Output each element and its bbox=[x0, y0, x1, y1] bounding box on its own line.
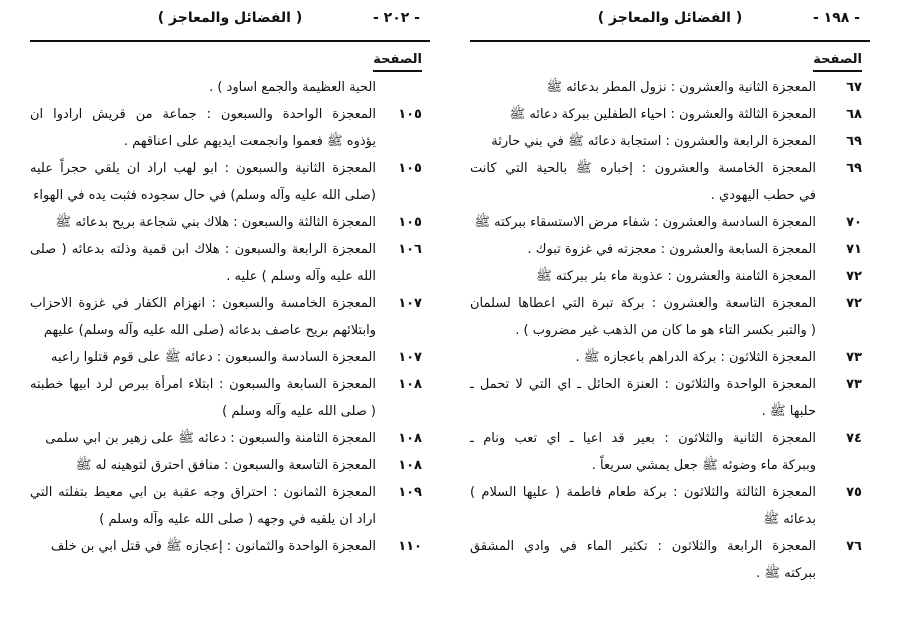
entry-page-number: ١٠٧ bbox=[398, 296, 422, 311]
entry-text-line: المعجزة السادسة والسبعون : دعائه ﷺ على قوم قتلوا راعيه bbox=[51, 350, 376, 365]
entry-text-line: في حطب اليهودي . bbox=[710, 188, 816, 203]
entry-page-number: ٧١ bbox=[846, 242, 862, 257]
page-header bbox=[470, 0, 870, 40]
entry-text-line: بدعائه ﷺ bbox=[763, 512, 816, 527]
entry-text-line: المعجزة الثمانون : احتراق وجه عقبة بن ابي معيط بتفلته التي bbox=[30, 485, 376, 500]
entry-text-line: (صلى الله عليه وآله وسلم) في حال سجوده فثبت يده في الهواء bbox=[33, 188, 376, 203]
toc-entry bbox=[30, 371, 430, 425]
entry-page-number: ٦٧ bbox=[846, 80, 862, 95]
entry-text-line: المعجزة السابعة والعشرون : معجزته في غزوة تبوك . bbox=[527, 242, 816, 257]
entry-text-line: ببركته ﷺ . bbox=[756, 566, 816, 581]
entry-text-line: المعجزة الرابعة والسبعون : هلاك ابن قمية وذلته بدعائه ( صلى bbox=[30, 242, 376, 257]
right-page bbox=[470, 0, 870, 587]
entry-text-line: المعجزة التاسعة والعشرون : بركة تبرة التي اعطاها لسلمان bbox=[470, 296, 816, 311]
entry-text-line: وببركة ماء وضوئه ﷺ جعل يمشي سريعاً . bbox=[591, 458, 816, 473]
entry-page-number: ١٠٨ bbox=[398, 377, 422, 392]
running-title: ( الفضائل والمعاجز ) bbox=[597, 10, 743, 26]
entry-page-number: ٧٥ bbox=[846, 485, 862, 500]
entry-text-line: حلبها ﷺ . bbox=[761, 404, 816, 419]
entry-text-line: ( صلى الله عليه وآله وسلم ) bbox=[222, 404, 376, 419]
entry-page-number: ٦٩ bbox=[846, 134, 862, 149]
toc-entry bbox=[470, 533, 870, 587]
entry-text-line: المعجزة الثالثة والعشرون : احياء الطفلين ببركة دعائه ﷺ bbox=[509, 107, 816, 122]
entry-text-line: اراد ان يلقيه في وجهه ( صلى الله عليه وآله وسلم ) bbox=[99, 512, 376, 527]
left-page bbox=[30, 0, 430, 560]
toc-entry bbox=[470, 128, 870, 155]
entry-page-number: ١٠٩ bbox=[398, 485, 422, 500]
entry-text-line: المعجزة الخامسة والسبعون : انهزام الكفار في غزوة الاحزاب bbox=[30, 296, 376, 311]
page-header bbox=[30, 0, 430, 40]
toc-entry bbox=[470, 236, 870, 263]
entry-text-line: المعجزة السابعة والسبعون : ابتلاء امرأة ببرص لرد ابيها خطبته bbox=[30, 377, 376, 392]
entry-page-number: ٧٢ bbox=[846, 269, 862, 284]
entry-text-line: المعجزة الرابعة والعشرون : استجابة دعائه ﷺ في بني حارثة bbox=[491, 134, 816, 149]
toc-entry bbox=[30, 155, 430, 209]
entry-text-line: المعجزة الرابعة والثلاثون : تكثير الماء في وادي المشقق bbox=[470, 539, 816, 554]
entry-page-number: ٧٠ bbox=[846, 215, 862, 230]
entry-text-line: المعجزة الثلاثون : بركة الدراهم باعجازه ﷺ . bbox=[575, 350, 816, 365]
entry-text-line: المعجزة الخامسة والعشرون : إخباره ﷺ بالحية التي كانت bbox=[470, 161, 816, 176]
toc-entry bbox=[30, 209, 430, 236]
entry-page-number: ٦٩ bbox=[846, 161, 862, 176]
toc-entry bbox=[470, 290, 870, 344]
toc-entry bbox=[470, 155, 870, 209]
entry-text-line: المعجزة الثامنة والعشرون : عذوبة ماء بئر ببركته ﷺ bbox=[536, 269, 816, 284]
toc-entry bbox=[30, 101, 430, 155]
column-header: الصفحة bbox=[373, 52, 422, 72]
toc-entry bbox=[30, 344, 430, 371]
entry-text-line: يؤذوه ﷺ فعموا وانجمعت ايديهم على اعناقهم . bbox=[123, 134, 376, 149]
page-number: - ٢٠٢ - bbox=[372, 10, 420, 26]
entry-page-number: ١٠٧ bbox=[398, 350, 422, 365]
toc-entry bbox=[30, 479, 430, 533]
column-header: الصفحة bbox=[813, 52, 862, 72]
toc-entry bbox=[470, 425, 870, 479]
toc-entries bbox=[470, 74, 870, 587]
toc-entry bbox=[470, 101, 870, 128]
toc-entry bbox=[470, 371, 870, 425]
entry-page-number: ١٠٥ bbox=[398, 215, 422, 230]
entry-page-number: ٦٨ bbox=[846, 107, 862, 122]
entry-text-line: ( والتبر بكسر التاء هو ما كان من الذهب غير مضروب ) . bbox=[515, 323, 816, 338]
toc-entry bbox=[30, 533, 430, 560]
entry-page-number: ٧٢ bbox=[846, 296, 862, 311]
toc-entry bbox=[30, 236, 430, 290]
toc-entry bbox=[470, 263, 870, 290]
entry-text-line: المعجزة الثالثة والسبعون : هلاك بني شجاعة بريح بدعائه ﷺ bbox=[55, 215, 376, 230]
entry-text-line: المعجزة الثانية والسبعون : ابو لهب اراد ان يلقي حجراً عليه bbox=[30, 161, 376, 176]
toc-entry bbox=[470, 344, 870, 371]
entry-text-line: المعجزة التاسعة والسبعون : منافق احترق لتوهينه له ﷺ bbox=[75, 458, 376, 473]
entry-page-number: ١١٠ bbox=[398, 539, 422, 554]
entry-page-number: ٧٦ bbox=[846, 539, 862, 554]
entry-text-line: الله عليه وآله وسلم ) عليه . bbox=[226, 269, 376, 284]
toc-entry bbox=[30, 290, 430, 344]
entry-text-line: المعجزة الثانية والعشرون : نزول المطر بدعائه ﷺ bbox=[546, 80, 816, 95]
toc-entry bbox=[470, 479, 870, 533]
toc-entry bbox=[30, 74, 430, 101]
toc-entry bbox=[30, 425, 430, 452]
running-title: ( الفضائل والمعاجز ) bbox=[157, 10, 303, 26]
toc-entries bbox=[30, 74, 430, 560]
toc-entry bbox=[470, 74, 870, 101]
entry-text-line: الحية العظيمة والجمع اساود ) . bbox=[209, 80, 376, 95]
toc-entry bbox=[470, 209, 870, 236]
entry-page-number: ٧٣ bbox=[846, 350, 862, 365]
entry-text-line: المعجزة الواحدة والثمانون : إعجازه ﷺ في قتل ابي بن خلف bbox=[50, 539, 376, 554]
entry-text-line: المعجزة الثالثة والثلاثون : بركة طعام فاطمة ( عليها السلام ) bbox=[470, 485, 816, 500]
entry-text-line: المعجزة الثامنة والسبعون : دعائه ﷺ على زهير بن ابي سلمى bbox=[45, 431, 376, 446]
entry-page-number: ١٠٦ bbox=[398, 242, 422, 257]
entry-page-number: ١٠٨ bbox=[398, 431, 422, 446]
entry-page-number: ٧٤ bbox=[846, 431, 862, 446]
entry-page-number: ١٠٥ bbox=[398, 161, 422, 176]
page-number: - ١٩٨ - bbox=[812, 10, 860, 26]
entry-page-number: ١٠٥ bbox=[398, 107, 422, 122]
entry-page-number: ١٠٨ bbox=[398, 458, 422, 473]
entry-page-number: ٧٣ bbox=[846, 377, 862, 392]
entry-text-line: المعجزة السادسة والعشرون : شفاء مرض الاستسقاء ببركته ﷺ bbox=[474, 215, 816, 230]
entry-text-line: المعجزة الواحدة والثلاثون : العنزة الحائل ـ اي التي لا تحمل ـ bbox=[470, 377, 816, 392]
entry-text-line: المعجزة الواحدة والسبعون : جماعة من قريش ارادوا ان bbox=[30, 107, 376, 122]
entry-text-line: المعجزة الثانية والثلاثون : بعير قد اعيا ـ اي تعب ونام ـ bbox=[470, 431, 816, 446]
toc-entry bbox=[30, 452, 430, 479]
entry-text-line: وابتلائهم بريح عاصف بدعائه (صلى الله عليه وآله وسلم) عليهم bbox=[43, 323, 376, 338]
